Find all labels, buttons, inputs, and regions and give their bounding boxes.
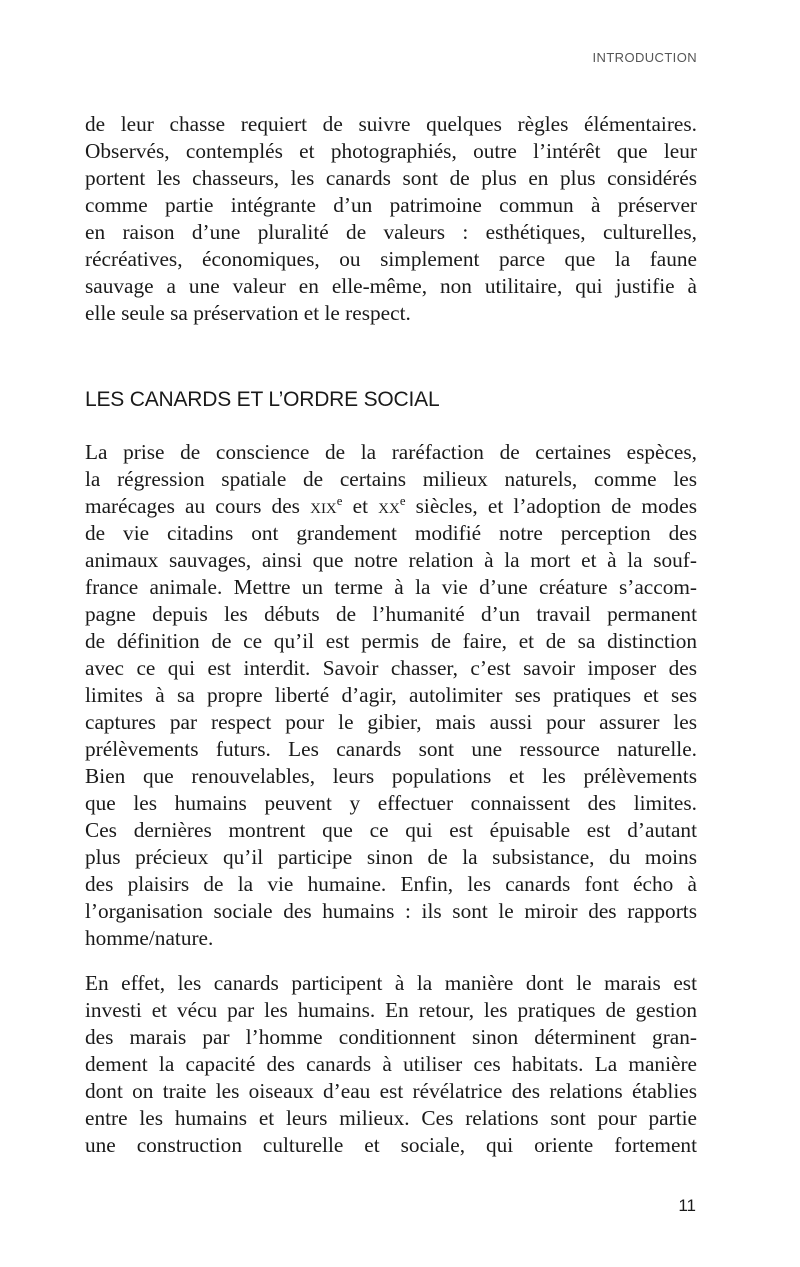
text-line: de leur chasse requiert de suivre quelques règles élémentaires. (85, 112, 697, 136)
text-line: que les humains peuvent y effectuer connaissent des limites. (85, 791, 697, 815)
text-line: plus précieux qu’il participe sinon de la subsistance, du moins (85, 845, 697, 869)
text-line: portent les chasseurs, les canards sont de plus en plus considérés (85, 166, 697, 190)
text-line: investi et vécu par les humains. En retour, les pratiques de gestion (85, 998, 697, 1022)
superscript: e (399, 493, 406, 508)
text-line: de vie citadins ont grandement modifié notre perception des (85, 521, 697, 545)
century-numeral: xx (378, 494, 400, 518)
text-line: En effet, les canards participent à la manière dont le marais est (85, 971, 697, 995)
running-head: INTRODUCTION (592, 50, 697, 65)
text-line: captures par respect pour le gibier, mais aussi pour assurer les (85, 710, 697, 734)
text-line: entre les humains et leurs milieux. Ces relations sont pour partie (85, 1106, 697, 1130)
text-fragment: marécages au cours des (85, 494, 311, 518)
superscript: e (336, 493, 343, 508)
text-line: limites à sa propre liberté d’agir, autolimiter ses pratiques et ses (85, 683, 697, 707)
text-line: Bien que renouvelables, leurs populations et les prélèvements (85, 764, 697, 788)
paragraph-1 (85, 111, 697, 327)
text-line: l’organisation sociale des humains : ils sont le miroir des rapports (85, 899, 697, 923)
text-line: une construction culturelle et sociale, qui oriente fortement (85, 1133, 697, 1157)
page-number: 11 (678, 1196, 696, 1215)
text-line: récréatives, économiques, ou simplement parce que la faune (85, 247, 697, 271)
text-line: la régression spatiale de certains milieux naturels, comme les (85, 467, 697, 491)
text-fragment: et (342, 494, 379, 518)
text-line: de définition de ce qu’il est permis de faire, et de sa distinction (85, 629, 697, 653)
paragraph-3 (85, 970, 697, 1159)
text-line: avec ce qui est interdit. Savoir chasser, c’est savoir imposer des (85, 656, 697, 680)
century-numeral: xix (310, 494, 337, 518)
text-line: pagne depuis les débuts de l’humanité d’un travail permanent (85, 602, 697, 626)
text-line: homme/nature. (85, 926, 214, 950)
text-line: dement la capacité des canards à utiliser ces habitats. La manière (85, 1052, 697, 1076)
text-fragment: siècles, et l’adoption de modes (405, 494, 697, 518)
text-line: dont on traite les oiseaux d’eau est révélatrice des relations établies (85, 1079, 697, 1103)
text-line: comme partie intégrante d’un patrimoine commun à préserver (85, 193, 697, 217)
text-line: en raison d’une pluralité de valeurs : esthétiques, culturelles, (85, 220, 697, 244)
text-line: Observés, contemplés et photographiés, outre l’intérêt que leur (85, 139, 697, 163)
text-line: france animale. Mettre un terme à la vie d’une créature s’accom- (85, 575, 697, 599)
paragraph-2 (85, 439, 697, 952)
text-line: Ces dernières montrent que ce qui est épuisable est d’autant (85, 818, 697, 842)
text-line: prélèvements futurs. Les canards sont une ressource naturelle. (85, 737, 697, 761)
text-line: des marais par l’homme conditionnent sinon déterminent gran- (85, 1025, 697, 1049)
text-line: sauvage a une valeur en elle-même, non utilitaire, qui justifie à (85, 274, 697, 298)
text-line: des plaisirs de la vie humaine. Enfin, les canards font écho à (85, 872, 697, 896)
text-line: La prise de conscience de la raréfaction de certaines espèces, (85, 440, 697, 464)
text-line: animaux sauvages, ainsi que notre relation à la mort et à la souf- (85, 548, 697, 572)
text-line: elle seule sa préservation et le respect. (85, 301, 411, 325)
section-heading: LES CANARDS ET L’ORDRE SOCIAL (85, 388, 440, 411)
text-line-centuries (85, 493, 697, 520)
